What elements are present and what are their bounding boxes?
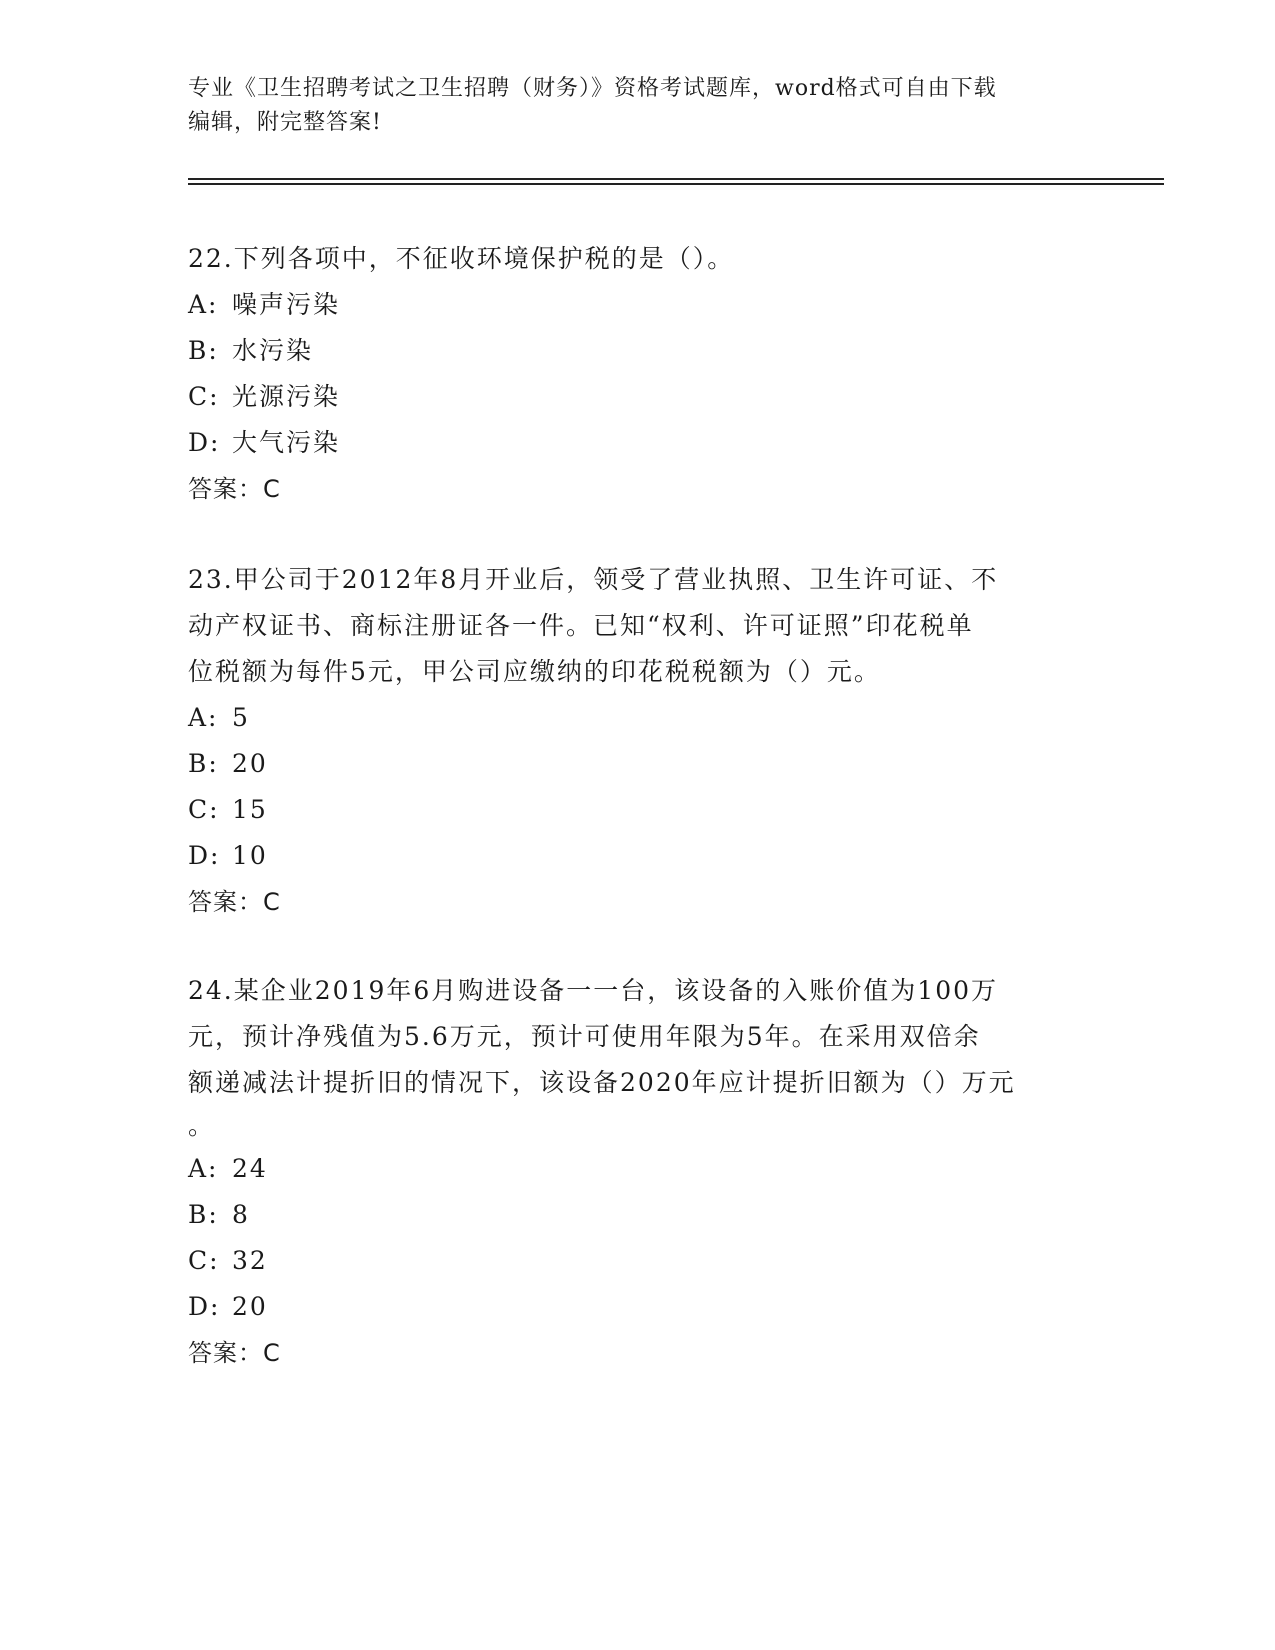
- option-a: [188, 695, 1088, 741]
- document-header: [188, 72, 1088, 140]
- option-text: 15: [232, 795, 268, 824]
- question-stem: 22.下列各项中，不征收环境保护税的是（）。: [188, 244, 735, 273]
- option-text: 水污染: [232, 336, 314, 365]
- option-text: 8: [232, 1200, 250, 1229]
- option-text: 24: [232, 1154, 268, 1183]
- answer-line: 答案：C: [188, 888, 281, 916]
- option-key: D:: [188, 428, 221, 457]
- option-key: C:: [188, 1246, 220, 1275]
- answer-line: 答案：C: [188, 475, 281, 503]
- option-c: [188, 1238, 1088, 1284]
- question-24: [188, 968, 1088, 1376]
- option-text: 20: [232, 1292, 268, 1321]
- option-text: 32: [232, 1246, 268, 1275]
- option-key: A:: [188, 1154, 219, 1183]
- option-key: C:: [188, 795, 220, 824]
- option-b: [188, 741, 1088, 787]
- option-key: C:: [188, 382, 220, 411]
- option-text: 5: [232, 703, 250, 732]
- option-text: 大气污染: [232, 428, 341, 457]
- question-stem-line-4: 。: [188, 1111, 216, 1140]
- question-stem-line-3: 位税额为每件5元，甲公司应缴纳的印花税税额为（）元。: [188, 657, 881, 686]
- option-text: 噪声污染: [232, 290, 341, 319]
- option-c: [188, 374, 1088, 420]
- question-stem-line-3: 额递减法计提折旧的情况下，该设备2020年应计提折旧额为（）万元: [188, 1068, 1016, 1097]
- option-key: D:: [188, 841, 221, 870]
- question-23: [188, 557, 1088, 925]
- question-stem-line-1: 23.甲公司于2012年8月开业后，领受了营业执照、卫生许可证、不: [188, 565, 999, 594]
- option-key: D:: [188, 1292, 221, 1321]
- option-text: 光源污染: [232, 382, 341, 411]
- option-a: [188, 282, 1088, 328]
- header-divider-top: [188, 178, 1164, 180]
- option-text: 20: [232, 749, 268, 778]
- option-key: B:: [188, 336, 219, 365]
- option-c: [188, 787, 1088, 833]
- option-key: B:: [188, 749, 219, 778]
- question-stem-line-2: 动产权证书、商标注册证各一件。已知“权利、许可证照”印花税单: [188, 611, 974, 640]
- option-b: [188, 328, 1088, 374]
- question-22: [188, 236, 1088, 512]
- option-d: [188, 833, 1088, 879]
- option-key: B:: [188, 1200, 219, 1229]
- question-stem-line-2: 元，预计净残值为5.6万元，预计可使用年限为5年。在采用双倍余: [188, 1022, 981, 1051]
- option-a: [188, 1146, 1088, 1192]
- header-divider-bottom: [188, 183, 1164, 185]
- option-d: [188, 1284, 1088, 1330]
- header-line-1: 专业《卫生招聘考试之卫生招聘（财务）》资格考试题库，word格式可自由下载: [188, 76, 997, 101]
- option-text: 10: [232, 841, 268, 870]
- option-key: A:: [188, 703, 219, 732]
- header-line-2: 编辑，附完整答案!: [188, 110, 382, 135]
- option-b: [188, 1192, 1088, 1238]
- option-key: A:: [188, 290, 219, 319]
- option-d: [188, 420, 1088, 466]
- question-stem-line-1: 24.某企业2019年6月购进设备一一台，该设备的入账价值为100万: [188, 976, 999, 1005]
- answer-line: 答案：C: [188, 1339, 281, 1367]
